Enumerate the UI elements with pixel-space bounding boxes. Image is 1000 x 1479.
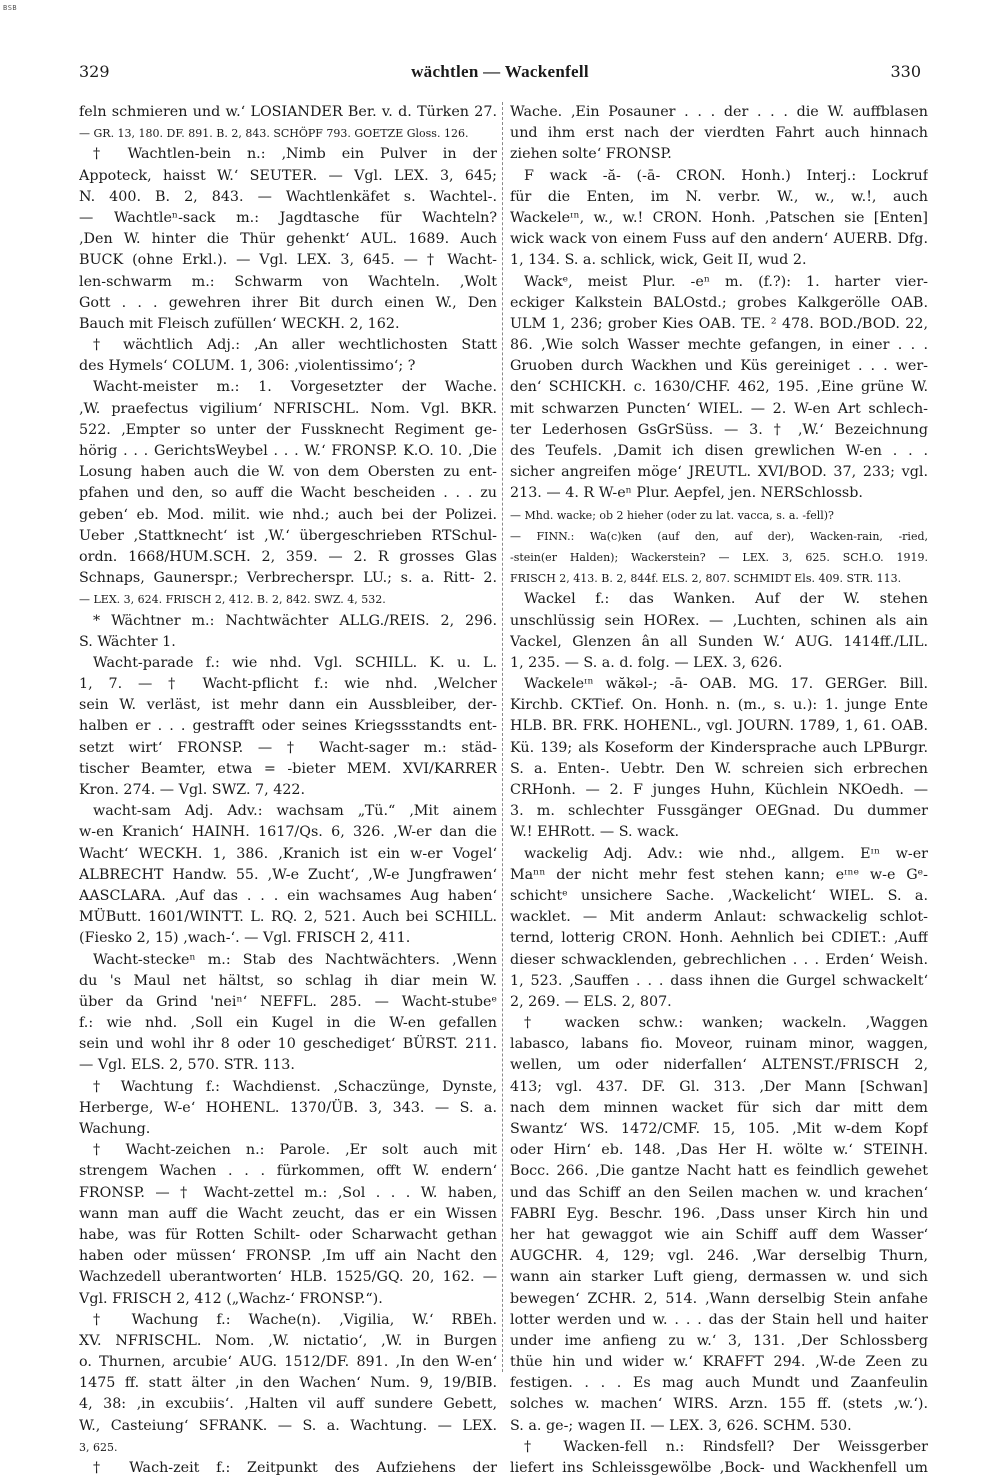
text-line: CRHonh. — 2. F junges Huhn, Küchlein NKOedh. — — [510, 782, 928, 798]
text-line: ordn. 1668/HUM.SCH. 2, 359. — 2. R grosses Glas — [79, 548, 497, 565]
text-line: wick wack von einem Fuss auf den andern‘ AUERB. Dfg. — [510, 231, 928, 248]
text-line: geben‘ eb. Mod. milit. wie nhd.; auch bei der Polizei. — [79, 506, 497, 523]
text-line: für die Enten, im N. verbr. W., w., w.!, auch — [510, 188, 928, 205]
text-line: thüe hin und wider w.‘ KRAFFT 294. ‚W-de Zeen zu — [510, 1354, 928, 1371]
text-line: S. Wächter 1. — [79, 633, 176, 650]
text-line: 1, 235. — S. a. d. folg. — LEX. 3, 626. — [510, 654, 783, 671]
text-line: tischer Beamter, etwa = -bieter MEM. XVI/KARRER — [79, 760, 497, 777]
text-line: solches w. machen‘ WIRS. Arzn. 155 ff. (stets ‚w.‘). — [510, 1396, 928, 1413]
text-line: FRISCH 2, 413. B. 2, 844f. ELS. 2, 807. SCHMIDT Els. 409. STR. 113. — [510, 572, 902, 586]
text-line: Maⁿⁿ der nicht mehr fest stehen kann; eᶦⁿᵉ w-e Gᵉ- — [510, 866, 928, 883]
text-line: Swantz‘ WS. 1472/CMF. 15, 105. ‚Mit w-dem Kopf — [510, 1121, 928, 1137]
text-line: Wache. ‚Ein Posauner . . . der . . . die W. auffblasen — [510, 104, 928, 120]
text-line: her hat gewaggot wie ain Schiff auff dem Wasser‘ — [510, 1226, 928, 1243]
text-line: und das Schiff an den Seilen machen w. und krachen‘ — [510, 1184, 928, 1201]
left-column — [79, 102, 497, 1479]
text-line: unschlüssig sein HORex. — ‚Luchten, schinen als ain — [510, 612, 928, 629]
text-line: under ime anfieng zu w.‘ 3, 131. ‚Der Schlossberg — [510, 1332, 928, 1349]
text-line: Wacht-parade f.: wie nhd. Vgl. SCHILL. K. u. L. — [93, 654, 497, 671]
text-line: wacht-sam Adj. Adv.: wachsam „Tü.“ ‚Mit ainem — [93, 803, 497, 820]
page-number-left: 329 — [79, 62, 110, 81]
text-line: ternd, lotterig CRON. Honh. Aehnlich bei CDIET.: ‚Auff — [510, 930, 928, 947]
text-line: † Wachung f.: Wache(n). ‚Vigilia, W.‘ RBEh. — [93, 1311, 497, 1328]
text-line: Wachung. — [79, 1121, 151, 1137]
text-line: † Wachtung f.: Wachdienst. ‚Schaczünge, Dynste, — [93, 1078, 497, 1095]
text-line: 3. m. schlechter Fussgänger OEGnad. Du dummer — [510, 803, 928, 820]
text-line: Wackeleᶦⁿ, w., w.! CRON. Honh. ‚Patschen sie [Enten] — [510, 209, 928, 226]
text-line: bewegen‘ ZCHR. 2, 514. ‚Wann derselbig Stein anfahe — [510, 1290, 928, 1307]
text-line: des Hymels‘ COLUM. 1, 306: ‚violentissimo‘; ? — [79, 358, 416, 375]
text-line: Wackel f.: das Wanken. Auf der W. stehen — [524, 591, 928, 608]
text-line: wann ain starker Luft gieng, dermassen w. und sich — [510, 1269, 928, 1286]
text-line: lotter werden und w. . . . das der Stain hell und haiter — [510, 1311, 928, 1328]
text-line: 3, 625. — [79, 1440, 118, 1454]
text-line: * Wächtner m.: Nachtwächter ALLG./REIS. 2, 296. — [93, 612, 497, 629]
text-line: (Fiesko 2, 15) ‚wach-‘. — Vgl. FRISCH 2, 411. — [79, 930, 411, 947]
text-line: Wacht‘ WECKH. 1, 386. ‚Kranich ist ein w-er Vogel‘ — [79, 845, 497, 862]
text-line: Wackeleᶦⁿ wăkəl-; -ā- OAB. MG. 17. GERGer. Bill. — [524, 676, 928, 693]
text-line: 1, 523. ‚Sauffen . . . dass ihnen die Gurgel schwackelt‘ — [510, 972, 928, 989]
text-line: † Wachtlen-bein n.: ‚Nimb ein Pulver in der — [93, 146, 497, 163]
text-line: Losung haben auch die W. von dem Obersten zu ent- — [79, 464, 497, 481]
library-stamp: BSB — [3, 4, 18, 12]
text-line: AASCLARA. ‚Auf das . . . ein wachsames Aug haben‘ — [79, 887, 497, 904]
text-line: F wack -ă- (-ā- CRON. Honh.) Interj.: Lockruf — [524, 167, 928, 184]
text-line: HLB. BR. FRK. HOHENL., vgl. JOURN. 1789, 1, 61. OAB. — [510, 718, 928, 735]
text-line: Bauch mit Fleisch zufüllen‘ WECKH. 2, 162. — [79, 315, 400, 332]
text-line: pfahen und den, so auff die Wacht bescheiden . . . zu — [79, 485, 497, 502]
text-line: 1, 7. — † Wacht-pflicht f.: wie nhd. ‚Welcher — [79, 676, 497, 693]
text-line: FRONSP. — † Wacht-zettel m.: ‚Sol . . . W. haben, — [79, 1184, 497, 1201]
text-line: Kü. 139; als Koseform der Kindersprache auch LPBurgr. — [510, 739, 928, 756]
text-line: des Teufels. ‚Damit ich disen grewlichen W-en . . . — [510, 443, 928, 459]
text-line: 4, 38: ‚in excubiis‘. ‚Halten vil auff sundere Gebett, — [79, 1396, 497, 1413]
text-line: — GR. 13, 180. DF. 891. B. 2, 843. SCHÖPF 793. GOETZE Gloss. 126. — [79, 127, 469, 141]
text-line: festigen. . . . Es mag auch Mundt und Zaanfeulin — [510, 1375, 928, 1392]
text-line: Bocc. 266. ‚Die gantze Nacht hatt es feindlich gewehet — [510, 1163, 928, 1180]
text-line: ter Lederhosen GsGrSüss. — 3. † ‚W.‘ Bezeichnung — [510, 421, 928, 438]
text-line: Wacht-meister m.: 1. Vorgesetzter der Wache. — [93, 379, 497, 396]
text-line: liefert ins Schleissgewölbe ‚Bock- und Wackhenfell um — [510, 1460, 928, 1476]
text-line: w-en Kranich‘ HAINH. 1617/Qs. 6, 326. ‚W-er dan die — [79, 824, 497, 841]
text-line: wellen, um oder niderfallen‘ ALTENST./FRISCH 2, — [510, 1057, 928, 1074]
text-line: nach dem minnen wacket für sich dar mitt dem — [510, 1099, 928, 1116]
text-line: len-schwarm m.: Schwarm von Wachteln. ‚Wolt — [79, 273, 497, 290]
text-line: † wächtlich Adj.: ‚An aller wechtlichosten Statt — [93, 337, 497, 354]
text-line: f.: wie nhd. ‚Soll ein Kugel in die W-en gefallen — [79, 1015, 497, 1032]
text-line: Herberge, W-e‘ HOHENL. 1370/ÜB. 3, 343. — S. a. — [79, 1099, 497, 1116]
text-line: 1475 ff. statt älter ‚in den Wachen‘ Num. 9, 19/BIB. — [79, 1375, 497, 1392]
text-line: -stein(er Halden); Wackerstein? — LEX. 3, 625. SCH.O. 1919. — [510, 550, 928, 564]
text-line: MÜButt. 1601/WINTT. L. RQ. 2, 521. Auch bei SCHILL. — [79, 909, 497, 926]
text-line: S. a. Enten-. Uebtr. Den W. schreien sich erbrechen — [510, 760, 928, 777]
text-line: XV. NFRISCHL. Nom. ‚W. nictatio‘, ‚W. in Burgen — [79, 1332, 497, 1349]
text-line: FABRI Eyg. Beschr. 196. ‚Dass unser Kirch hin und — [510, 1205, 928, 1222]
text-line: eckiger Kalkstein BALOstd.; grobes Kalkgeröllе OAB. — [510, 294, 928, 311]
text-line: labasco, labans fio. Moveor, ruinam minor, waggen, — [510, 1036, 928, 1053]
text-line: 2, 269. — ELS. 2, 807. — [510, 993, 672, 1010]
right-column — [510, 102, 928, 1479]
text-line: — LEX. 3, 624. FRISCH 2, 412. B. 2, 842. SWZ. 4, 532. — [79, 593, 386, 607]
text-line: † Wacken-fell n.: Rindsfell? Der Weissgerber — [524, 1438, 928, 1455]
text-line: oder Hirn‘ eb. 148. ‚Das Her H. wölte w.‘ STEINH. — [510, 1142, 928, 1159]
column-divider — [502, 102, 503, 1372]
text-line: ULM 1, 236; grober Kies OAB. TE. ² 478. BOD./BOD. 22, — [510, 315, 928, 332]
text-line: mit schwarzen Puncten‘ WIEL. — 2. W-en Art schlech- — [510, 400, 928, 417]
page-header — [79, 62, 921, 88]
text-line: Wacht-steckeⁿ m.: Stab des Nachtwächters. ‚Wenn — [93, 951, 497, 968]
text-line: 522. ‚Empter so unter der Fussknecht Regiment ge- — [79, 421, 497, 438]
text-line: — Wachtleⁿ-sack m.: Jagdtasche für Wachteln? — [79, 209, 497, 226]
text-line: Gruoben durch Wackhen und Küs gereiniget . . . wer- — [510, 358, 928, 375]
text-line: sicher angreifen möge‘ JREUTL. XVI/BOD. 37, 233; vgl. — [510, 464, 928, 481]
text-line: Vgl. FRISCH 2, 412 („Wachz-‘ FRONSP.“). — [79, 1290, 383, 1307]
text-line: über da Grind 'neiⁿ‘ NEFFL. 285. — Wacht-stubeᵉ — [79, 993, 497, 1010]
text-line: wann man auff die Wacht zeucht, das er ein Wissen — [79, 1205, 497, 1222]
text-line: † wacken schw.: wanken; wackeln. ‚Waggen — [524, 1015, 928, 1032]
text-line: — Vgl. ELS. 2, 570. STR. 113. — [79, 1057, 295, 1074]
text-line: 413; vgl. 437. DF. Gl. 313. ‚Der Mann [Schwan] — [510, 1078, 928, 1095]
text-line: wacklet. — Mit anderm Anlaut: schwackelig schlot- — [510, 909, 928, 926]
text-line: Vackel, Glenzen ân all Sunden W.‘ AUG. 1414ff./LIL. — [510, 633, 928, 650]
text-line: habe, was für Rotten Schilt- oder Scharwacht gethan — [79, 1226, 497, 1243]
page-number-right: 330 — [890, 62, 921, 81]
text-line: † Wacht-zeichen n.: Parole. ‚Er solt auch mit — [93, 1142, 497, 1159]
text-line: ‚W. praefectus vigilium‘ NFRISCHL. Nom. Vgl. BKR. — [79, 400, 497, 417]
text-line: strengem Wachen . . . fürkommen, offt W. endern‘ — [79, 1163, 497, 1180]
text-line: schichtᵉ unsichere Sache. ‚Wackelicht‘ WIEL. S. a. — [510, 887, 928, 904]
text-line: du 's Maul net hältst, so schlag ih diar mein W. — [79, 972, 497, 989]
text-line: hörig . . . GerichtsWeybel . . . W.‘ FRONSP. K.O. 10. ‚Die — [79, 443, 497, 459]
text-line: S. a. ge-; wagen II. — LEX. 3, 626. SCHM. 530. — [510, 1417, 852, 1434]
text-line: — FINN.: Wa(c)ken (auf den, auf der), Wacken-rain, -ried, — [510, 529, 928, 543]
text-line: setzt wirt‘ FRONSP. — † Wacht-sager m.: städ- — [79, 739, 497, 756]
text-line: feln schmieren und w.‘ LOSIANDER Ber. v. d. Türken 27. — [79, 104, 497, 120]
text-line: dieser schwacklenden, gebrechlichen . . . Erden‘ Weish. — [510, 951, 928, 968]
text-line: Ueber ‚Stattknecht‘ ist ‚W.‘ übergeschrieben RTSchul- — [79, 527, 497, 544]
text-line: Gott . . . gewehren ihrer Bit durch einen W., Den — [79, 294, 497, 311]
text-line: Schnaps, Gaunerspr.; Verbrecherspr. LU.; s. a. Ritt- 2. — [79, 570, 497, 587]
text-line: und ihm erst nach der vierdten Fahrt auch hinnach — [510, 125, 928, 142]
text-line: ‚Den W. hinter die Thür gehenkt‘ AUL. 1689. Auch — [79, 231, 497, 248]
text-line: o. Thurnen, arcubie‘ AUG. 1512/DF. 891. ‚In den W-en‘ — [79, 1354, 497, 1371]
text-line: Kron. 274. — Vgl. SWZ. 7, 422. — [79, 782, 306, 798]
text-line: AUGCHR. 4, 129; vgl. 246. ‚War derselbig Thurn, — [510, 1248, 928, 1265]
text-line: Wachzedell uberantworten‘ HLB. 1525/GQ. 20, 162. — — [79, 1269, 497, 1286]
text-line: ziehen solte‘ FRONSP. — [510, 146, 672, 163]
text-line: halben er . . . gestrafft oder seines Kriegssstandts ent- — [79, 718, 497, 735]
text-line: ALBRECHT Handw. 55. ‚W-e Zucht‘, ‚W-e Jungfrawen‘ — [79, 866, 497, 883]
text-line: 213. — 4. R W-eⁿ Plur. Aepfel, jen. NERSchlossb. — [510, 485, 863, 502]
text-line: wackelig Adj. Adv.: wie nhd., allgem. Eᶦⁿ w-er — [524, 845, 928, 862]
text-line: BUCK (ohne Erkl.). — Vgl. LEX. 3, 645. — † Wacht- — [79, 252, 497, 269]
text-line: † Wach-zeit f.: Zeitpunkt des Aufziehens der — [93, 1460, 497, 1476]
running-title: wächtlen — Wackenfell — [411, 62, 589, 81]
text-line: W., Casteiung‘ SFRANK. — S. a. Wachtung. — LEX. — [79, 1417, 497, 1434]
text-line: Appoteck, haisst W.‘ SEUTER. — Vgl. LEX. 3, 645; — [79, 167, 497, 184]
text-line: W.! EHRott. — S. wack. — [510, 824, 680, 841]
text-line: sein und wohl ihr 8 oder 10 geschediget‘ BÜRST. 211. — [79, 1036, 497, 1053]
text-line: haben oder müssen‘ FRONSP. ‚Im uff ain Nacht den — [79, 1248, 497, 1265]
text-line: Wackᵉ, meist Plur. -eⁿ m. (f.?): 1. harter vier- — [524, 273, 928, 290]
text-line: 1, 134. S. a. schlick, wick, Geit II, wud 2. — [510, 252, 807, 269]
text-line: — Mhd. wacke; ob 2 hieher (oder zu lat. vacca, s. a. -fell)? — [510, 508, 834, 522]
text-line: 86. ‚Wie solch Wasser mechte gefangen, in einer . . . — [510, 337, 928, 354]
text-line: Kirchb. CKTief. On. Honh. n. (m., s. u.): 1. junge Ente — [510, 697, 928, 714]
text-line: N. 400. B. 2, 843. — Wachtlenkäfet s. Wachtel-. — [79, 188, 497, 205]
text-line: sein W. verläst, ist mehr dann ein Aussbleiber, der- — [79, 697, 497, 714]
text-line: den‘ SCHICKH. c. 1630/CHF. 462, 195. ‚Eine grüne W. — [510, 379, 928, 396]
